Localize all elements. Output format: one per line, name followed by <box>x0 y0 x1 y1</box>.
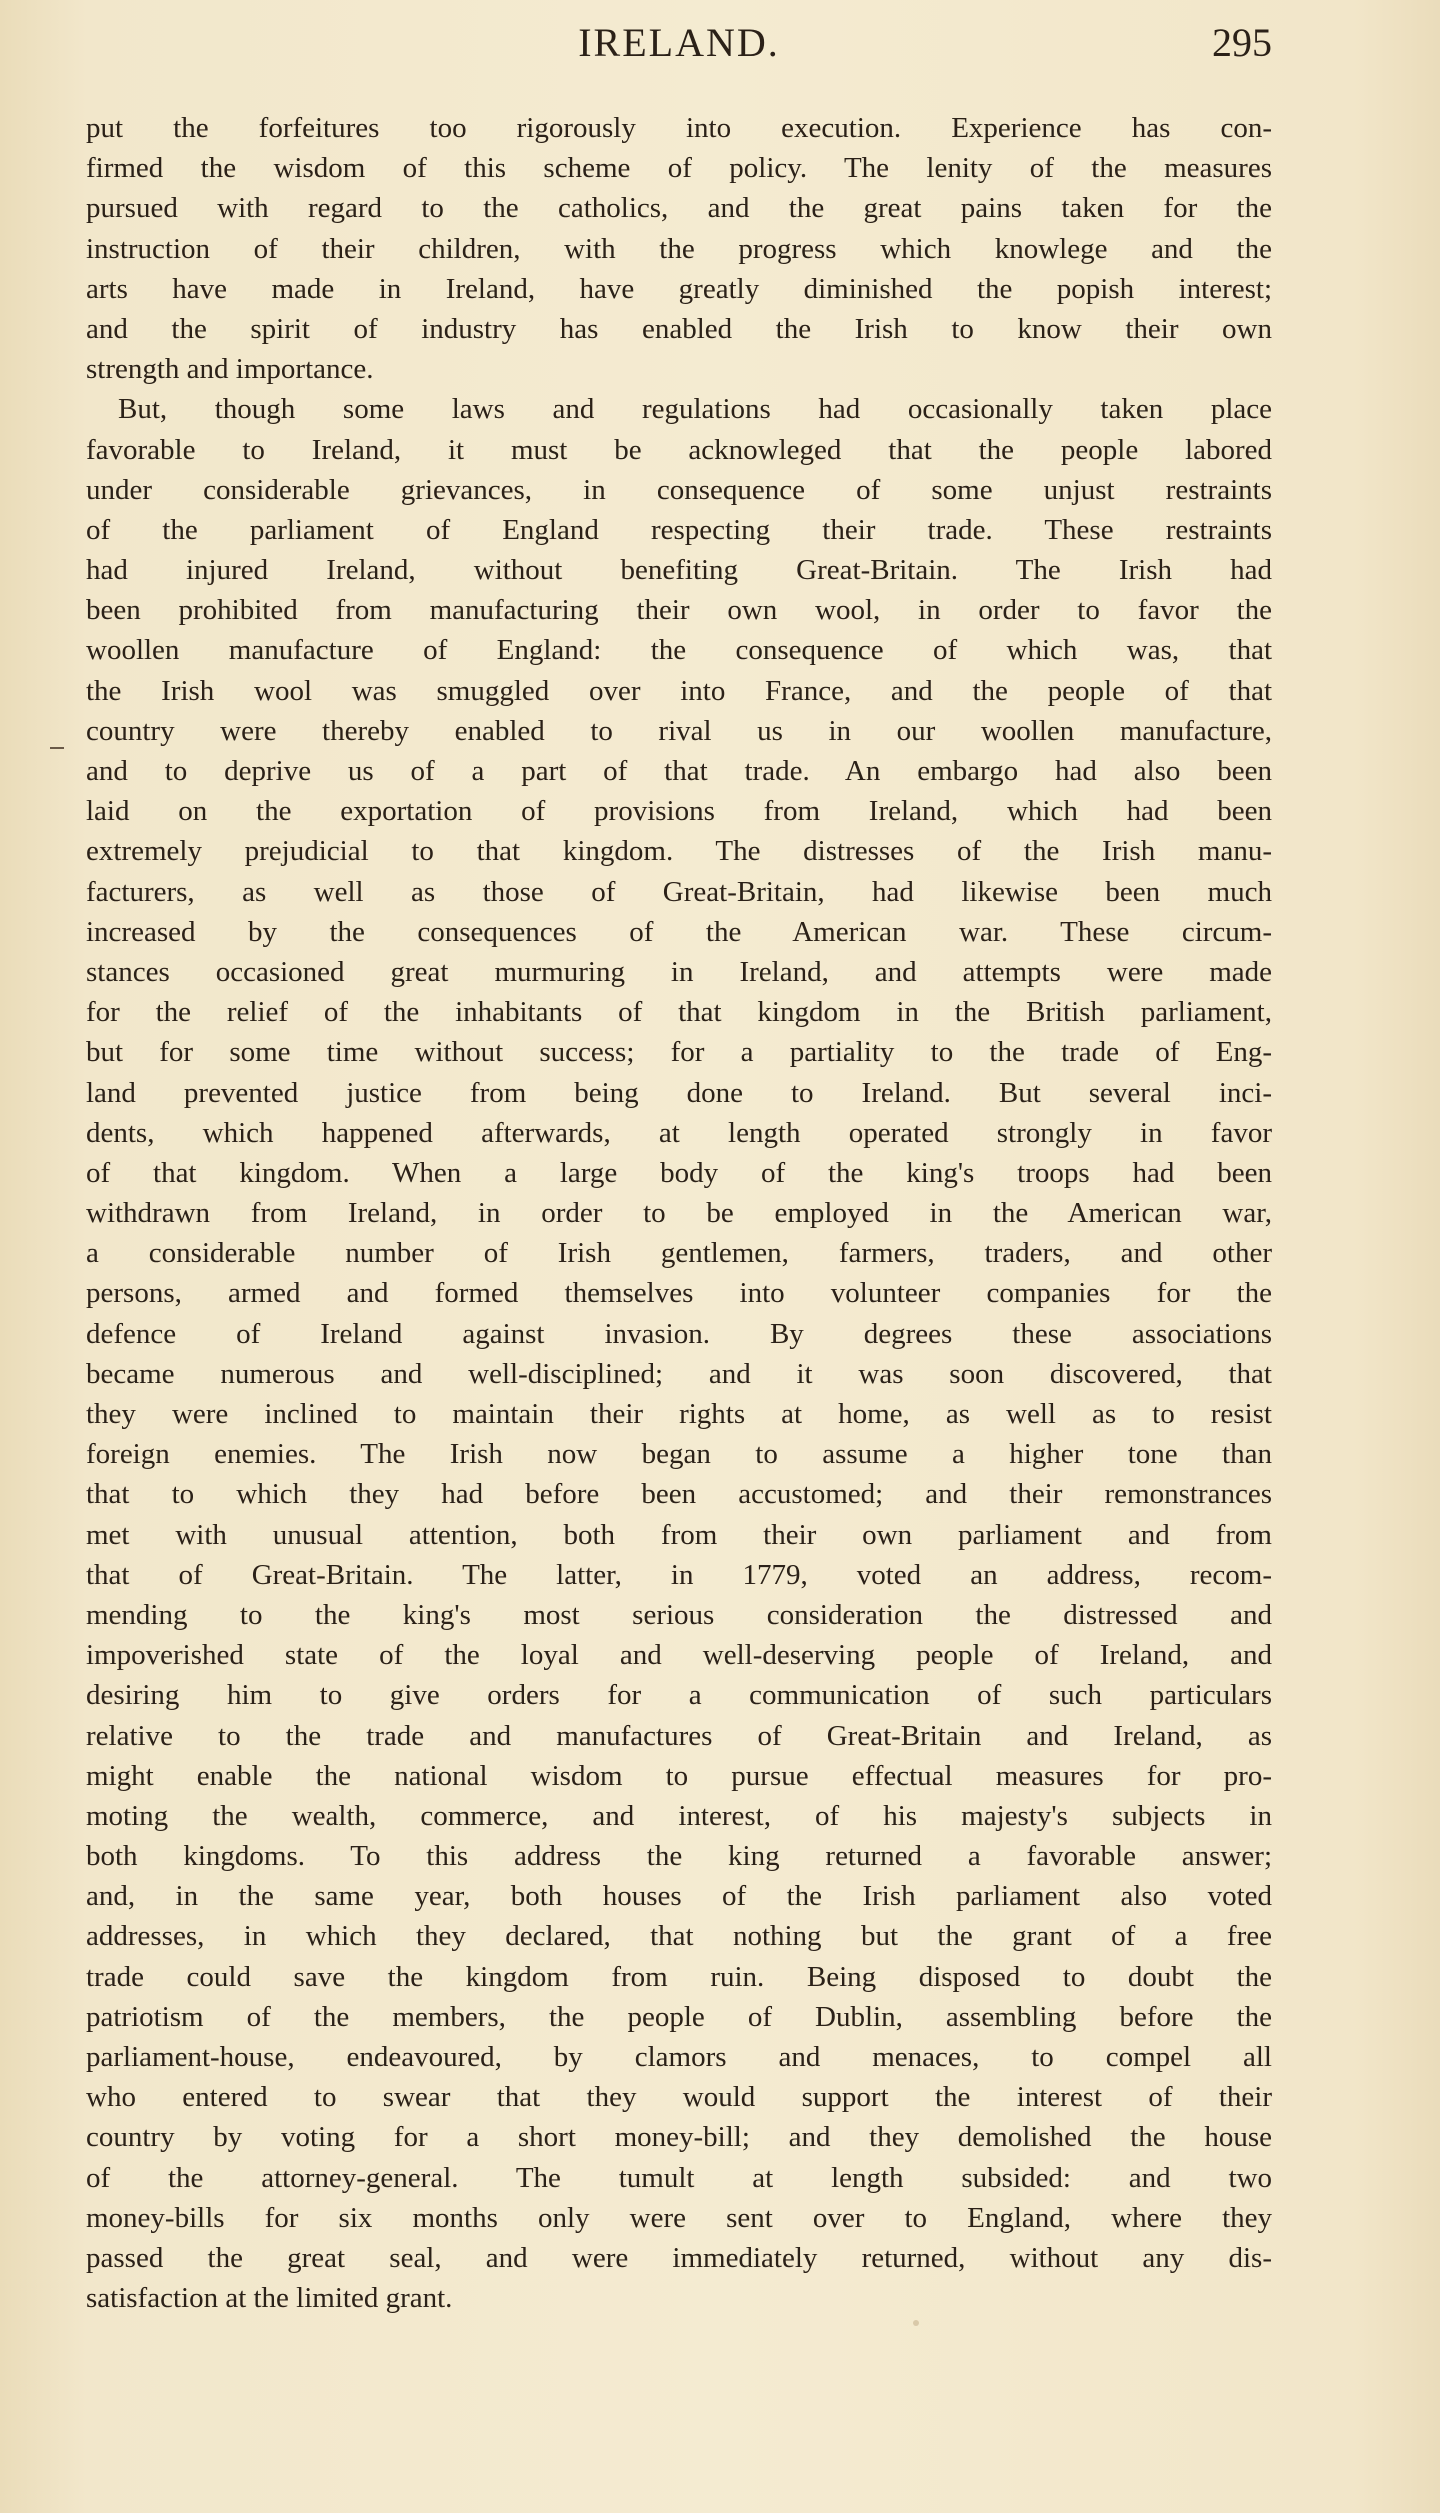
text-line: of the parliament of England respecting their trade. These restraints <box>86 513 1272 546</box>
text-line: and, in the same year, both houses of the Irish parliament also voted <box>86 1880 1272 1913</box>
body-text <box>86 108 1272 2318</box>
text-line: instruction of their children, with the progress which knowlege and the <box>86 232 1272 265</box>
margin-mark <box>50 747 64 749</box>
text-line: passed the great seal, and were immediately returned, without any dis- <box>86 2241 1272 2274</box>
text-line: increased by the consequences of the American war. These circum- <box>86 915 1272 948</box>
text-line: country by voting for a short money-bill; and they demolished the house <box>86 2121 1272 2154</box>
text-line: parliament-house, endeavoured, by clamors and menaces, to compel all <box>86 2041 1272 2073</box>
text-line: arts have made in Ireland, have greatly diminished the popish interest; <box>86 272 1272 305</box>
text-line: of that kingdom. When a large body of the king's troops had been <box>86 1156 1272 1189</box>
text-line: addresses, in which they declared, that nothing but the grant of a free <box>86 1920 1272 1953</box>
text-line: that of Great-Britain. The latter, in 1779, voted an address, recom- <box>86 1558 1272 1591</box>
text-line: extremely prejudicial to that kingdom. The distresses of the Irish manu- <box>86 835 1272 868</box>
text-line: withdrawn from Ireland, in order to be employed in the American war, <box>86 1197 1272 1230</box>
text-line: for the relief of the inhabitants of that kingdom in the British parliament, <box>86 996 1272 1029</box>
text-line: and the spirit of industry has enabled the Irish to know their own <box>86 312 1272 345</box>
text-line: defence of Ireland against invasion. By degrees these associations <box>86 1317 1272 1350</box>
text-line: put the forfeitures too rigorously into execution. Experience has con- <box>86 112 1272 144</box>
text-line: the Irish wool was smuggled over into France, and the people of that <box>86 674 1272 707</box>
text-line: firmed the wisdom of this scheme of policy. The lenity of the measures <box>86 152 1272 185</box>
text-line: but for some time without success; for a partiality to the trade of Eng- <box>86 1036 1272 1069</box>
text-line-paragraph-start: But, though some laws and regulations had occasionally taken place <box>118 393 1272 426</box>
text-line: that to which they had before been accustomed; and their remonstrances <box>86 1478 1272 1511</box>
text-line: might enable the national wisdom to pursue effectual measures for pro- <box>86 1759 1272 1792</box>
text-line: been prohibited from manufacturing their own wool, in order to favor the <box>86 594 1272 627</box>
text-line: country were thereby enabled to rival us in our woollen manufacture, <box>86 714 1272 747</box>
text-line-paragraph-end: strength and importance. <box>86 353 374 386</box>
text-line: foreign enemies. The Irish now began to assume a higher tone than <box>86 1438 1272 1471</box>
paper-speck <box>913 2320 919 2326</box>
text-line: met with unusual attention, both from their own parliament and from <box>86 1518 1272 1551</box>
text-line: under considerable grievances, in consequence of some unjust restraints <box>86 473 1272 506</box>
page-title: IRELAND. <box>578 20 780 65</box>
text-line-paragraph-end: satisfaction at the limited grant. <box>86 2282 453 2315</box>
text-line: became numerous and well-disciplined; and it was soon discovered, that <box>86 1357 1272 1390</box>
text-line: money-bills for six months only were sent over to England, where they <box>86 2201 1272 2234</box>
text-line: moting the wealth, commerce, and interest, of his majesty's subjects in <box>86 1799 1272 1832</box>
text-line: laid on the exportation of provisions from Ireland, which had been <box>86 795 1272 828</box>
text-line: woollen manufacture of England: the consequence of which was, that <box>86 634 1272 667</box>
text-line: stances occasioned great murmuring in Ireland, and attempts were made <box>86 955 1272 988</box>
page-number: 295 <box>1212 20 1272 65</box>
text-line: facturers, as well as those of Great-Britain, had likewise been much <box>86 875 1272 908</box>
running-head <box>86 18 1272 68</box>
text-line: they were inclined to maintain their rights at home, as well as to resist <box>86 1398 1272 1430</box>
text-line: had injured Ireland, without benefiting Great-Britain. The Irish had <box>86 554 1272 587</box>
text-line: relative to the trade and manufactures of Great-Britain and Ireland, as <box>86 1719 1272 1752</box>
text-line: pursued with regard to the catholics, and the great pains taken for the <box>86 192 1272 225</box>
text-line: dents, which happened afterwards, at length operated strongly in favor <box>86 1116 1272 1149</box>
text-line: trade could save the kingdom from ruin. Being disposed to doubt the <box>86 1960 1272 1993</box>
text-line: both kingdoms. To this address the king returned a favorable answer; <box>86 1840 1272 1873</box>
text-line: desiring him to give orders for a communication of such particulars <box>86 1679 1272 1712</box>
text-line: persons, armed and formed themselves into volunteer companies for the <box>86 1277 1272 1310</box>
text-line: and to deprive us of a part of that trade. An embargo had also been <box>86 755 1272 787</box>
text-line: a considerable number of Irish gentlemen, farmers, traders, and other <box>86 1237 1272 1270</box>
text-line: impoverished state of the loyal and well-deserving people of Ireland, and <box>86 1639 1272 1672</box>
text-line: who entered to swear that they would support the interest of their <box>86 2081 1272 2114</box>
text-line: favorable to Ireland, it must be acknowleged that the people labored <box>86 433 1272 466</box>
text-line: mending to the king's most serious consideration the distressed and <box>86 1598 1272 1631</box>
text-line: patriotism of the members, the people of Dublin, assembling before the <box>86 2000 1272 2033</box>
text-line: land prevented justice from being done to Ireland. But several inci- <box>86 1076 1272 1109</box>
text-line: of the attorney-general. The tumult at length subsided: and two <box>86 2161 1272 2194</box>
